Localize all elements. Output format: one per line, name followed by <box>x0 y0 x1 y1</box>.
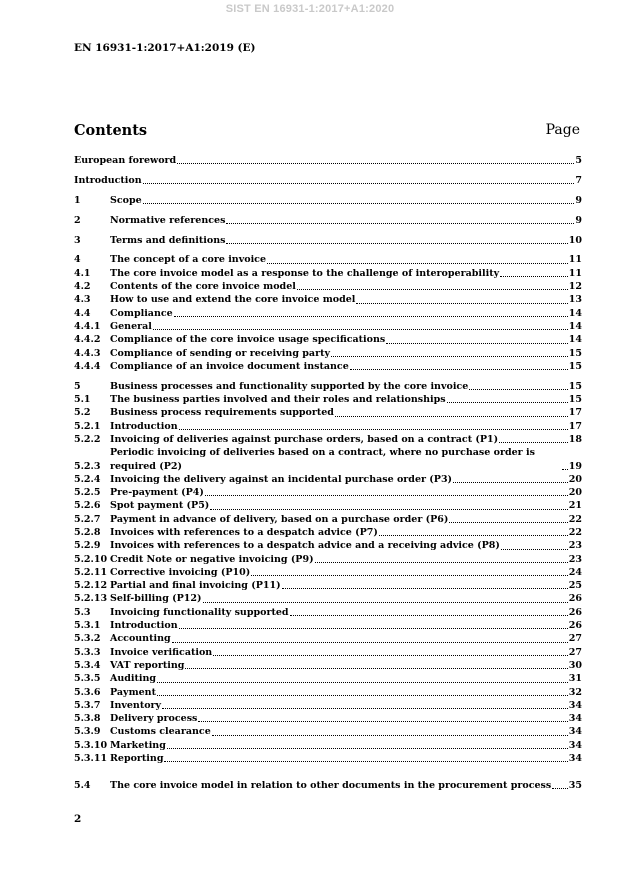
toc-entry-title: Introduction <box>74 174 142 186</box>
toc-entry-number: 5.2 <box>74 407 91 419</box>
toc-entry-number: 5.1 <box>74 394 91 406</box>
toc-entry-page: 26 <box>568 593 582 605</box>
toc-entry-title: Introduction <box>110 420 178 432</box>
toc-entry-number: 5.2.3 <box>74 460 101 472</box>
toc-entry-title: Normative references <box>110 214 226 226</box>
toc-entry-number: 5.3.2 <box>74 633 101 645</box>
toc-entry-page: 26 <box>568 606 582 618</box>
toc-entry[interactable] <box>74 320 582 333</box>
toc-leader-dots <box>469 389 568 390</box>
toc-entry-number: 5.3 <box>74 606 91 618</box>
toc-entry-page: 14 <box>568 307 582 319</box>
toc-entry[interactable] <box>74 380 582 393</box>
toc-entry-page: 23 <box>568 540 582 552</box>
toc-leader-dots <box>177 163 574 164</box>
toc-entry[interactable] <box>74 486 582 499</box>
toc-entry-page: 7 <box>575 174 582 186</box>
toc-entry[interactable] <box>74 154 582 167</box>
toc-leader-dots <box>552 788 568 789</box>
toc-entry[interactable] <box>74 473 582 486</box>
toc-entry-page: 10 <box>568 234 582 246</box>
toc-entry-page: 34 <box>568 699 582 711</box>
toc-entry[interactable] <box>74 253 582 266</box>
toc-entry-number: 2 <box>74 214 81 226</box>
toc-entry[interactable] <box>74 347 582 360</box>
toc-entry-number: 4.1 <box>74 267 91 279</box>
toc-entry-page: 9 <box>575 214 582 226</box>
toc-entry[interactable] <box>74 393 582 406</box>
toc-entry-page: 25 <box>568 580 582 592</box>
toc-entry-title: Delivery process <box>110 713 198 725</box>
toc-entry-title: Compliance <box>110 307 173 319</box>
toc-leader-dots <box>143 183 575 184</box>
toc-leader-dots <box>179 429 568 430</box>
toc-entry-number: 5.2.11 <box>74 566 108 578</box>
toc-leader-dots <box>174 316 568 317</box>
page-number: 2 <box>74 813 82 825</box>
toc-entry-number: 5.2.10 <box>74 553 108 565</box>
toc-leader-dots <box>213 655 568 656</box>
toc-leader-dots <box>210 509 567 510</box>
toc-entry-title: Self-billing (P12) <box>110 593 202 605</box>
toc-entry[interactable] <box>74 739 582 752</box>
toc-entry-number: 5.3.7 <box>74 699 101 711</box>
toc-entry-title: Reporting <box>110 753 164 765</box>
contents-heading: Contents <box>74 122 148 139</box>
toc-entry-number: 4.4 <box>74 307 91 319</box>
toc-entry-title: Customs clearance <box>110 726 211 738</box>
toc-entry-page: 26 <box>568 620 582 632</box>
toc-entry[interactable] <box>74 606 582 619</box>
toc-entry-page: 12 <box>568 281 582 293</box>
toc-entry-page: 13 <box>568 294 582 306</box>
toc-entry[interactable] <box>74 699 582 712</box>
toc-entry-number: 5.3.6 <box>74 686 101 698</box>
toc-leader-dots <box>290 615 568 616</box>
toc-entry-page: 22 <box>568 513 582 525</box>
toc-entry[interactable] <box>74 280 582 293</box>
toc-entry[interactable] <box>74 553 582 566</box>
toc-entry-page: 34 <box>568 753 582 765</box>
toc-entry-title: Compliance of an invoice document instance <box>110 360 349 372</box>
toc-entry-number: 4.3 <box>74 294 91 306</box>
toc-entry-number: 1 <box>74 194 81 206</box>
toc-leader-dots <box>453 482 568 483</box>
toc-entry[interactable] <box>74 725 582 738</box>
toc-entry-page: 27 <box>568 646 582 658</box>
toc-leader-dots <box>449 522 567 523</box>
toc-entry[interactable] <box>74 752 582 765</box>
toc-entry-title: Periodic invoicing of deliveries based on a contract, where no purchase order is required (P2) <box>110 447 535 472</box>
toc-leader-dots <box>162 708 568 709</box>
toc-leader-dots <box>356 303 567 304</box>
toc-entry-title: Business processes and functionality supported by the core invoice <box>110 380 469 392</box>
toc-leader-dots <box>167 748 568 749</box>
toc-entry-title: Contents of the core invoice model <box>110 281 296 293</box>
toc-entry-number: 5.3.10 <box>74 739 108 751</box>
toc-entry-number: 3 <box>74 234 81 246</box>
toc-entry[interactable] <box>74 267 582 280</box>
toc-entry-number: 5.4 <box>74 779 91 791</box>
toc-entry[interactable] <box>74 499 582 512</box>
toc-entry-page: 5 <box>575 155 582 166</box>
toc-entry-title: VAT reporting <box>110 659 185 671</box>
toc-entry[interactable] <box>74 446 582 473</box>
toc-entry[interactable] <box>74 686 582 699</box>
toc-leader-dots <box>379 535 568 536</box>
toc-entry-number: 5.2.12 <box>74 580 108 592</box>
toc-entry[interactable] <box>74 194 582 207</box>
toc-entry[interactable] <box>74 333 582 346</box>
toc-entry[interactable] <box>74 293 582 306</box>
toc-entry-number: 5.3.5 <box>74 673 101 685</box>
toc-leader-dots <box>157 682 568 683</box>
toc-leader-dots <box>212 735 568 736</box>
toc-entry-page: 20 <box>568 487 582 499</box>
toc-leader-dots <box>350 369 568 370</box>
toc-entry-title: Pre-payment (P4) <box>110 487 204 499</box>
toc-entry-number: 5.2.4 <box>74 473 101 485</box>
toc-leader-dots <box>501 549 568 550</box>
toc-entry-title: The core invoice model as a response to the challenge of interoperability <box>110 267 500 279</box>
toc-leader-dots <box>297 289 568 290</box>
toc-entry-number: 5.3.1 <box>74 620 101 632</box>
table-of-contents <box>74 154 582 792</box>
toc-entry-page: 15 <box>568 360 582 372</box>
toc-leader-dots <box>500 276 568 277</box>
toc-leader-dots <box>198 721 567 722</box>
toc-leader-dots <box>226 223 574 224</box>
toc-entry-number: 4 <box>74 254 81 266</box>
toc-entry-title: Auditing <box>110 673 157 685</box>
toc-leader-dots <box>251 575 568 576</box>
toc-leader-dots <box>386 343 568 344</box>
toc-entry-title: Accounting <box>110 633 171 645</box>
toc-entry-page: 35 <box>568 779 582 791</box>
toc-entry[interactable] <box>74 406 582 419</box>
toc-leader-dots <box>331 356 568 357</box>
toc-entry-number: 5.3.9 <box>74 726 101 738</box>
toc-entry-number: 5.2.13 <box>74 593 108 605</box>
toc-entry-page: 15 <box>568 347 582 359</box>
toc-leader-dots <box>335 416 568 417</box>
toc-entry[interactable] <box>74 632 582 645</box>
toc-entry-number: 4.4.2 <box>74 334 101 346</box>
toc-leader-dots <box>226 243 567 244</box>
toc-entry[interactable] <box>74 619 582 632</box>
page-column-heading: Page <box>545 122 580 138</box>
toc-entry-title: The core invoice model in relation to other documents in the procurement process <box>110 779 552 791</box>
toc-entry-page: 24 <box>568 566 582 578</box>
toc-entry-title: Compliance of the core invoice usage specifications <box>110 334 386 346</box>
toc-entry-number: 5.2.5 <box>74 487 101 499</box>
toc-entry-title: Invoices with references to a despatch advice (P7) <box>110 526 378 538</box>
toc-leader-dots <box>157 695 568 696</box>
toc-entry-title: The business parties involved and their roles and relationships <box>110 394 446 406</box>
toc-entry-title: Invoicing functionality supported <box>110 606 289 618</box>
toc-entry-page: 20 <box>568 473 582 485</box>
toc-entry-page: 30 <box>568 659 582 671</box>
toc-entry-page: 11 <box>568 267 582 279</box>
toc-entry-title: Compliance of sending or receiving party <box>110 347 330 359</box>
toc-entry-page: 23 <box>568 553 582 565</box>
toc-entry[interactable] <box>74 433 582 446</box>
toc-entry[interactable] <box>74 539 582 552</box>
document-id: EN 16931-1:2017+A1:2019 (E) <box>74 42 256 54</box>
toc-entry[interactable] <box>74 659 582 672</box>
toc-leader-dots <box>447 402 568 403</box>
toc-entry-number: 4.4.1 <box>74 320 101 332</box>
toc-entry-title: Marketing <box>110 739 166 751</box>
toc-entry-title: Payment in advance of delivery, based on a purchase order (P6) <box>110 513 449 525</box>
toc-entry-page: 14 <box>568 320 582 332</box>
toc-leader-dots <box>562 469 568 470</box>
toc-leader-dots <box>315 562 568 563</box>
toc-entry-title: Invoice verification <box>110 646 213 658</box>
toc-entry-page: 34 <box>568 739 582 751</box>
toc-entry-page: 14 <box>568 334 582 346</box>
toc-entry-title: General <box>110 320 152 332</box>
toc-leader-dots <box>205 495 568 496</box>
toc-entry[interactable] <box>74 174 582 187</box>
watermark: SIST EN 16931-1:2017+A1:2020 <box>225 3 395 15</box>
toc-entry-page: 31 <box>568 673 582 685</box>
toc-leader-dots <box>153 329 568 330</box>
toc-entry-number: 5.2.7 <box>74 513 101 525</box>
toc-entry-title: Payment <box>110 686 156 698</box>
toc-entry-title: Inventory <box>110 699 162 711</box>
toc-entry-title: The concept of a core invoice <box>110 254 267 266</box>
toc-entry-number: 5.3.8 <box>74 713 101 725</box>
toc-entry[interactable] <box>74 579 582 592</box>
toc-leader-dots <box>267 263 568 264</box>
toc-entry[interactable] <box>74 712 582 725</box>
toc-entry-title: Credit Note or negative invoicing (P9) <box>110 553 314 565</box>
toc-entry[interactable] <box>74 672 582 685</box>
toc-leader-dots <box>164 761 567 762</box>
toc-leader-dots <box>282 588 568 589</box>
toc-entry-number: 5.3.3 <box>74 646 101 658</box>
toc-entry-page: 11 <box>568 254 582 266</box>
toc-entry-page: 27 <box>568 633 582 645</box>
toc-entry-title: Spot payment (P5) <box>110 500 210 512</box>
toc-leader-dots <box>172 642 568 643</box>
toc-entry[interactable] <box>74 214 582 227</box>
toc-entry-number: 5.2.2 <box>74 433 101 445</box>
toc-leader-dots <box>179 628 568 629</box>
toc-entry-number: 5.2.9 <box>74 540 101 552</box>
toc-entry-title: Scope <box>110 194 142 206</box>
toc-entry-page: 18 <box>568 433 582 445</box>
toc-entry-number: 5.2.8 <box>74 526 101 538</box>
toc-entry[interactable] <box>74 307 582 320</box>
toc-entry-page: 34 <box>568 726 582 738</box>
toc-entry-title: Corrective invoicing (P10) <box>110 566 251 578</box>
toc-entry-title: Introduction <box>110 620 178 632</box>
toc-entry[interactable] <box>74 420 582 433</box>
toc-entry-page: 32 <box>568 686 582 698</box>
toc-entry-title: Invoicing of deliveries against purchase orders, based on a contract (P1) <box>110 433 499 445</box>
toc-entry-number: 4.4.3 <box>74 347 101 359</box>
toc-entry-number: 5 <box>74 380 81 392</box>
toc-leader-dots <box>499 442 568 443</box>
toc-entry[interactable] <box>74 646 582 659</box>
toc-entry[interactable] <box>74 234 582 247</box>
toc-entry-title: How to use and extend the core invoice model <box>110 294 356 306</box>
toc-entry[interactable] <box>74 765 582 792</box>
toc-entry[interactable] <box>74 513 582 526</box>
toc-entry-number: 5.2.6 <box>74 500 101 512</box>
toc-entry-title: Invoices with references to a despatch advice and a receiving advice (P8) <box>110 540 500 552</box>
toc-entry[interactable] <box>74 592 582 605</box>
toc-entry-page: 19 <box>568 460 582 472</box>
toc-entry-number: 4.4.4 <box>74 360 101 372</box>
toc-entry-number: 5.3.4 <box>74 659 101 671</box>
toc-leader-dots <box>185 668 567 669</box>
toc-leader-dots <box>143 203 575 204</box>
toc-entry-number: 4.2 <box>74 281 91 293</box>
toc-entry-page: 17 <box>568 420 582 432</box>
toc-entry-title: Business process requirements supported <box>110 407 334 419</box>
toc-entry[interactable] <box>74 566 582 579</box>
toc-entry-page: 15 <box>568 394 582 406</box>
toc-entry[interactable] <box>74 360 582 373</box>
toc-entry-title: Invoicing the delivery against an incidental purchase order (P3) <box>110 473 453 485</box>
toc-entry-page: 15 <box>568 380 582 392</box>
toc-entry-title: European foreword <box>74 155 177 166</box>
toc-entry-page: 22 <box>568 526 582 538</box>
toc-entry-number: 5.2.1 <box>74 420 101 432</box>
toc-entry-page: 17 <box>568 407 582 419</box>
toc-entry-page: 21 <box>568 500 582 512</box>
toc-entry-page: 9 <box>575 194 582 206</box>
toc-entry-title: Partial and final invoicing (P11) <box>110 580 281 592</box>
toc-entry-title: Terms and definitions <box>110 234 226 246</box>
toc-leader-dots <box>203 602 568 603</box>
toc-entry-page: 34 <box>568 713 582 725</box>
toc-entry[interactable] <box>74 526 582 539</box>
toc-entry-number: 5.3.11 <box>74 753 108 765</box>
